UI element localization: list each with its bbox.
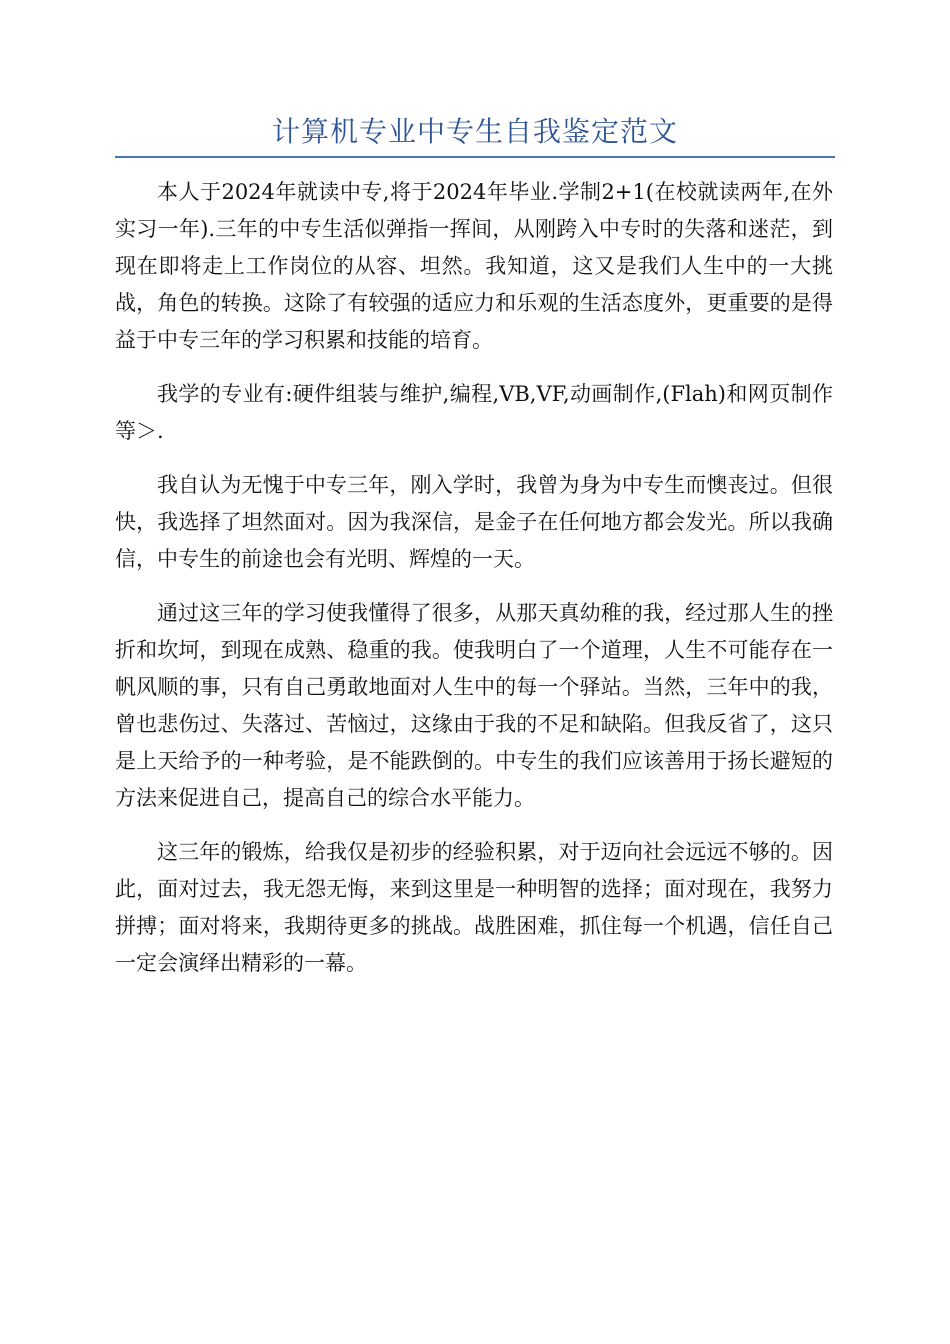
document-title: 计算机专业中专生自我鉴定范文: [271, 115, 678, 148]
paragraph-4: 通过这三年的学习使我懂得了很多，从那天真幼稚的我，经过那人生的挫折和坎坷，到现在成熟、稳重的我。使我明白了一个道理，人生不可能存在一帆风顺的事，只有自己勇敢地面对人生中的每一个驿站。当然，三年中的我，曾也悲伤过、失落过、苦恼过，这缘由于我的不足和缺陷。但我反省了，这只是上天给予的一种考验，是不能跌倒的。中专生的我们应该善用于扬长避短的方法来促进自己，提高自己的综合水平能力。: [115, 601, 833, 810]
paragraph-2: 我学的专业有:硬件组装与维护,编程,VB,VF,动画制作,(Flah)和网页制作等＞.: [115, 382, 833, 443]
title-block: [115, 110, 835, 158]
paragraph-1: 本人于2024年就读中专,将于2024年毕业.学制2+1(在校就读两年,在外实习一年).三年的中专生活似弹指一挥间，从刚跨入中专时的失落和迷茫，到现在即将走上工作岗位的从容、坦然。我知道，这又是我们人生中的一大挑战，角色的转换。这除了有较强的适应力和乐观的生活态度外，更重要的是得益于中专三年的学习积累和技能的培育。: [115, 180, 833, 352]
paragraph-3: 我自认为无愧于中专三年，刚入学时，我曾为身为中专生而懊丧过。但很快，我选择了坦然面对。因为我深信，是金子在任何地方都会发光。所以我确信，中专生的前途也会有光明、辉煌的一天。: [115, 473, 833, 571]
paragraph-5: 这三年的锻炼，给我仅是初步的经验积累，对于迈向社会远远不够的。因此，面对过去，我无怨无悔，来到这里是一种明智的选择；面对现在，我努力拼搏；面对将来，我期待更多的挑战。战胜困难，抓住每一个机遇，信任自己一定会演绎出精彩的一幕。: [115, 840, 833, 975]
document-body: [115, 174, 833, 999]
